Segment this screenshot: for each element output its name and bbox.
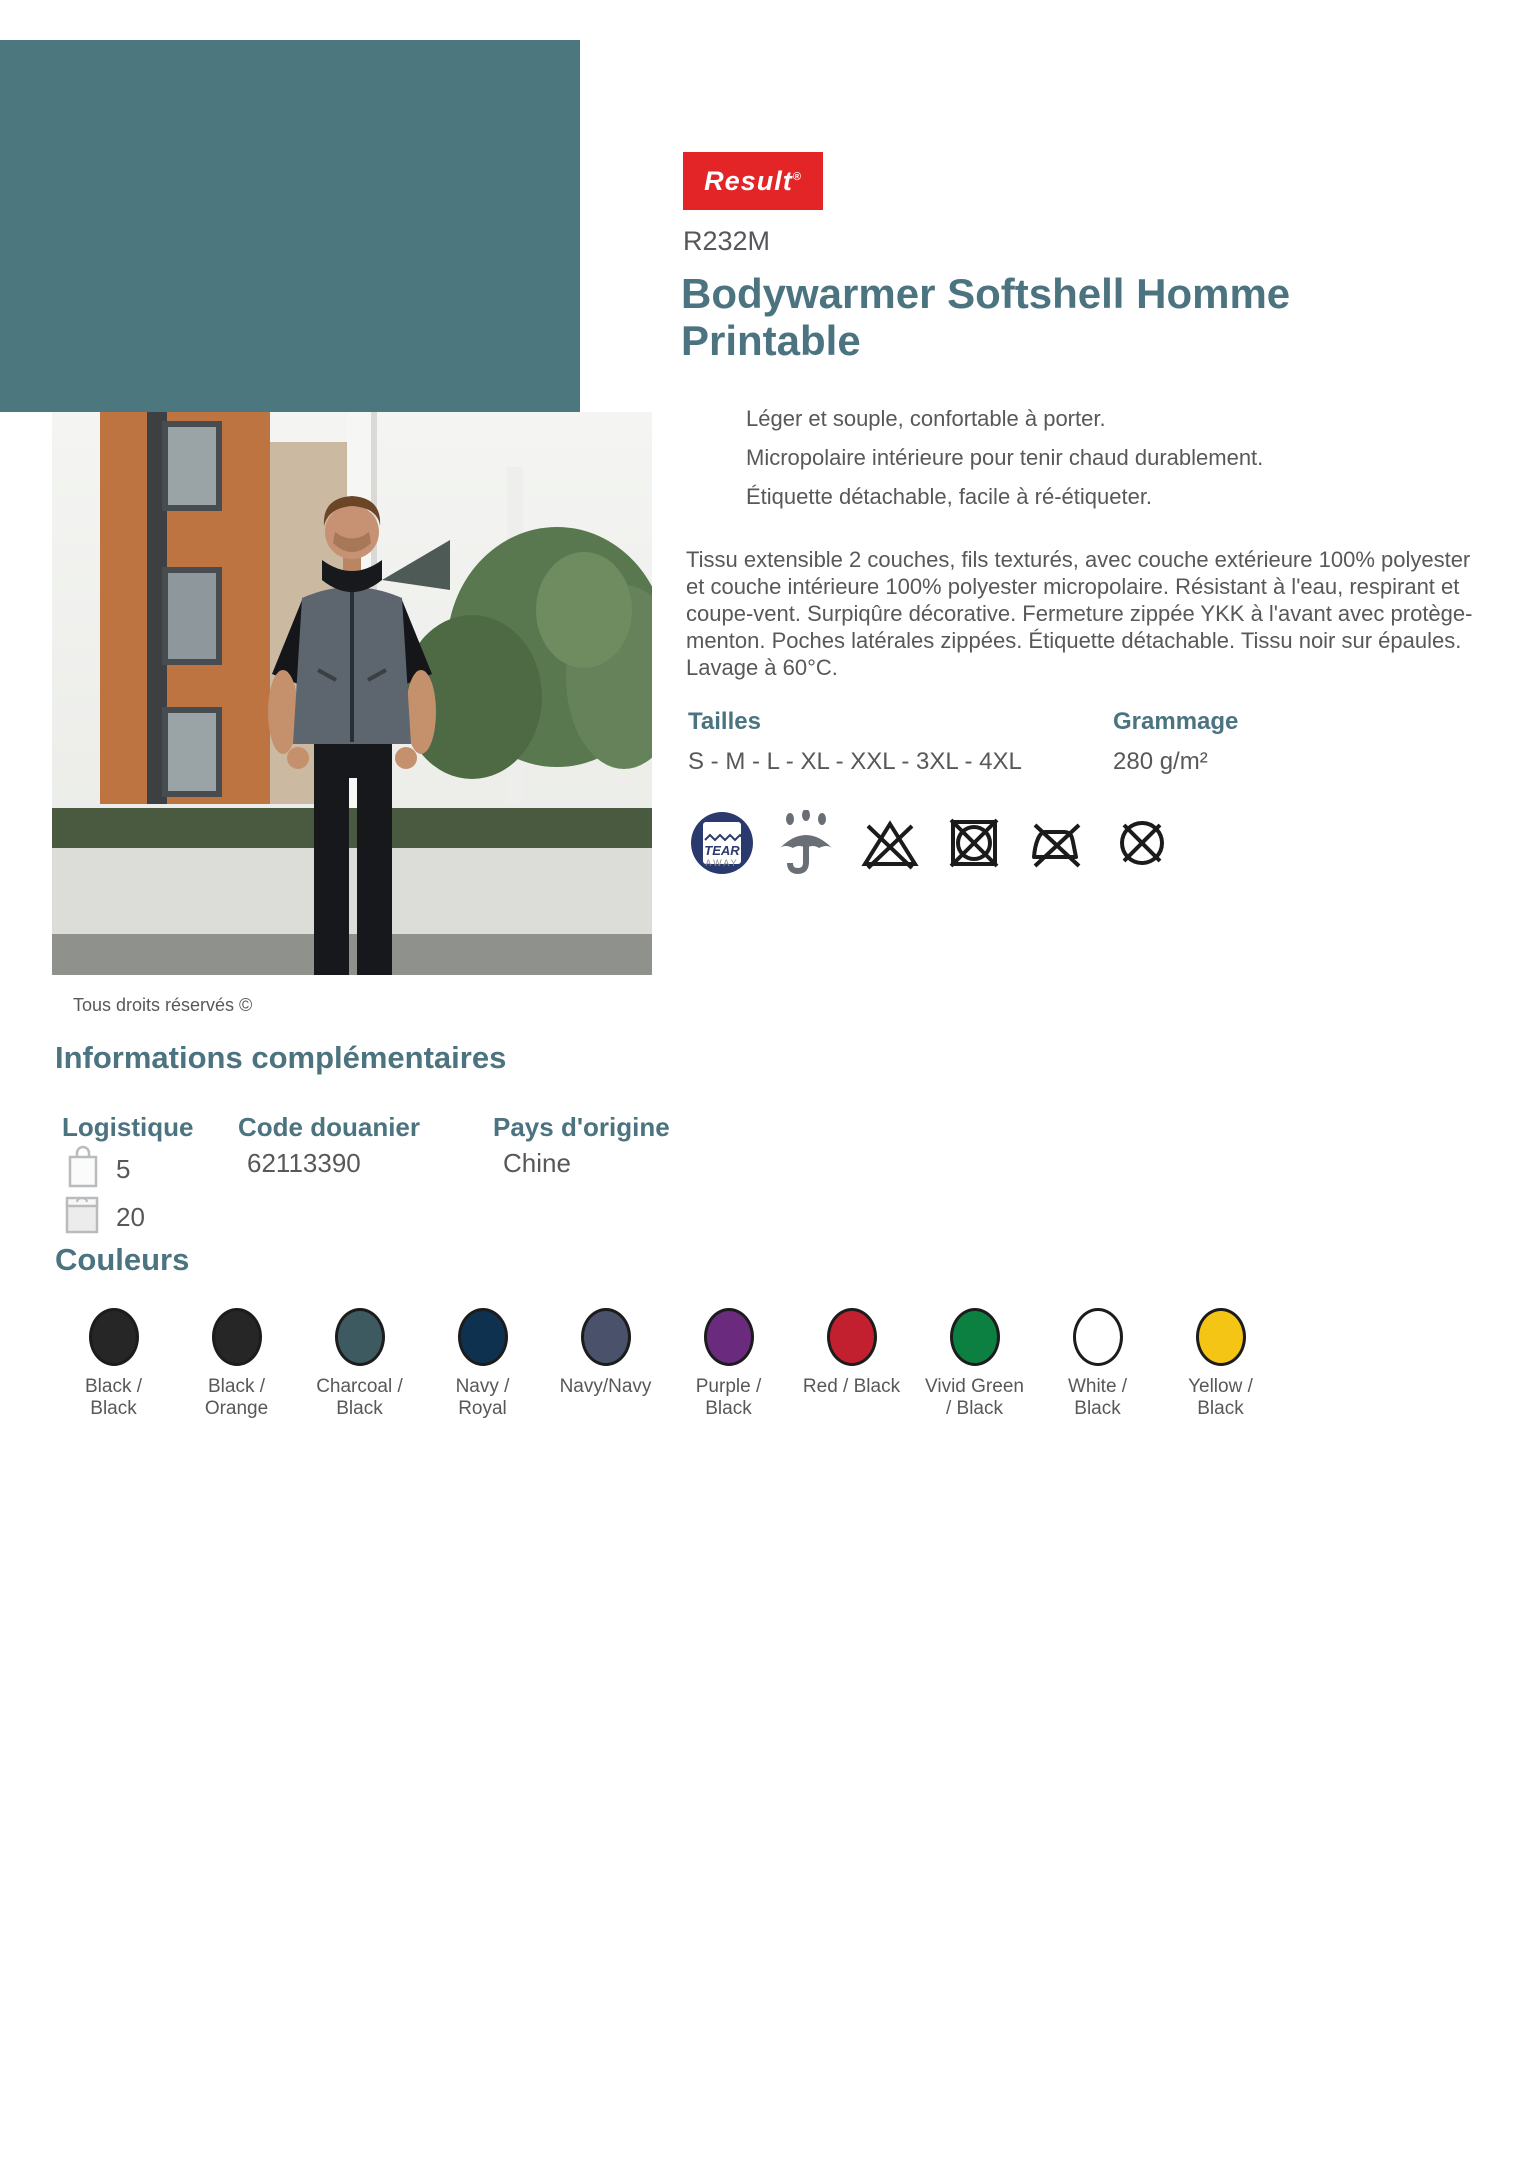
swatch-label: Navy/Navy [559,1376,652,1397]
origin-column-header: Pays d'origine [493,1112,670,1142]
swatch-circle [1196,1308,1246,1366]
colour-swatch-navy-royal [421,1308,544,1420]
do-not-dry-clean-icon [1110,810,1174,881]
brand-name: Result® [704,165,802,196]
swatch-circle [581,1308,631,1366]
swatch-circle [458,1308,508,1366]
colour-swatch-yellow-black [1159,1308,1282,1420]
feature-item: Micropolaire intérieure pour tenir chaud durablement. [746,445,1264,470]
tear-away-label-icon [690,810,754,881]
swatch-circle [950,1308,1000,1366]
swatch-circle [212,1308,262,1366]
colours-heading: Couleurs [55,1242,190,1277]
carton-icon [64,1194,100,1241]
sizes-value: S - M - L - XL - XXL - 3XL - 4XL [688,748,1022,775]
customs-code-column-header: Code douanier [238,1112,421,1142]
teal-decor-block [0,40,580,412]
swatch-label: Black / Black [84,1376,143,1419]
copyright-caption: Tous droits réservés © [73,995,253,1015]
inner-pack-quantity: 5 [116,1154,131,1184]
swatch-label: Black / Orange [204,1376,269,1419]
logistics-row-inner-pack [66,1144,130,1195]
bag-icon [66,1144,100,1195]
swatch-circle [1073,1308,1123,1366]
swatch-circle [827,1308,877,1366]
care-icon-row [690,810,1174,881]
additional-info-heading: Informations complémentaires [55,1040,507,1075]
logistics-row-carton [64,1194,145,1241]
colour-swatch-black-black [52,1308,175,1420]
product-photo [52,412,652,975]
colour-swatch-vivid-green-black [913,1308,1036,1420]
swatch-label: Charcoal / Black [316,1376,403,1419]
colour-swatch-row [52,1308,1282,1420]
colour-swatch-charcoal-black [298,1308,421,1420]
swatch-label: Yellow / Black [1188,1376,1253,1419]
logistics-column-header: Logistique [62,1112,194,1142]
colour-swatch-black-orange [175,1308,298,1420]
customs-code-value: 62113390 [247,1148,361,1178]
product-code: R232M [683,226,771,256]
weight-value: 280 g/m² [1113,748,1208,775]
colour-swatch-red-black [790,1308,913,1420]
feature-item: Léger et souple, confortable à porter. [746,406,1106,431]
origin-value: Chine [503,1148,571,1178]
svg-text:AWAY: AWAY [705,858,739,868]
product-description: Tissu extensible 2 couches, fils texturés, avec couche extérieure 100% polyester et couche intérieure 100% polyester micropolaire. Résistant à l'eau, respirant et coupe-vent. Surpiqûre décorative. Fermeture zippée YKK à l'avant avec protège-menton. Poches latérales zippées. Étiquette détachable. Tissu noir sur épaules. Lavage à 60°C. [686,547,1473,680]
do-not-bleach-icon [858,810,922,881]
swatch-label: Red / Black [802,1376,901,1397]
showerproof-umbrella-icon [774,810,838,881]
swatch-label: Navy / Royal [455,1376,510,1419]
colour-swatch-purple-black [667,1308,790,1420]
sizes-label: Tailles [688,708,761,735]
do-not-tumble-dry-icon [942,810,1006,881]
swatch-circle [704,1308,754,1366]
svg-text:TEAR: TEAR [704,843,740,858]
swatch-label: Purple / Black [695,1376,762,1419]
feature-item: Étiquette détachable, facile à ré-étiqueter. [746,484,1153,509]
swatch-circle [335,1308,385,1366]
product-title-line1: Bodywarmer Softshell Homme [681,270,1291,317]
product-title-line2: Printable [681,317,861,364]
registered-mark: ® [792,170,802,183]
colour-swatch-white-black [1036,1308,1159,1420]
swatch-label: White / Black [1067,1376,1128,1419]
result-brand-logo [683,152,823,210]
swatch-circle [89,1308,139,1366]
carton-quantity: 20 [116,1202,145,1232]
feature-list [746,399,1263,516]
weight-label: Grammage [1113,708,1239,735]
do-not-iron-icon [1026,810,1090,881]
product-title [681,270,1290,364]
colour-swatch-navy-navy [544,1308,667,1420]
swatch-label: Vivid Green / Black [925,1376,1024,1419]
